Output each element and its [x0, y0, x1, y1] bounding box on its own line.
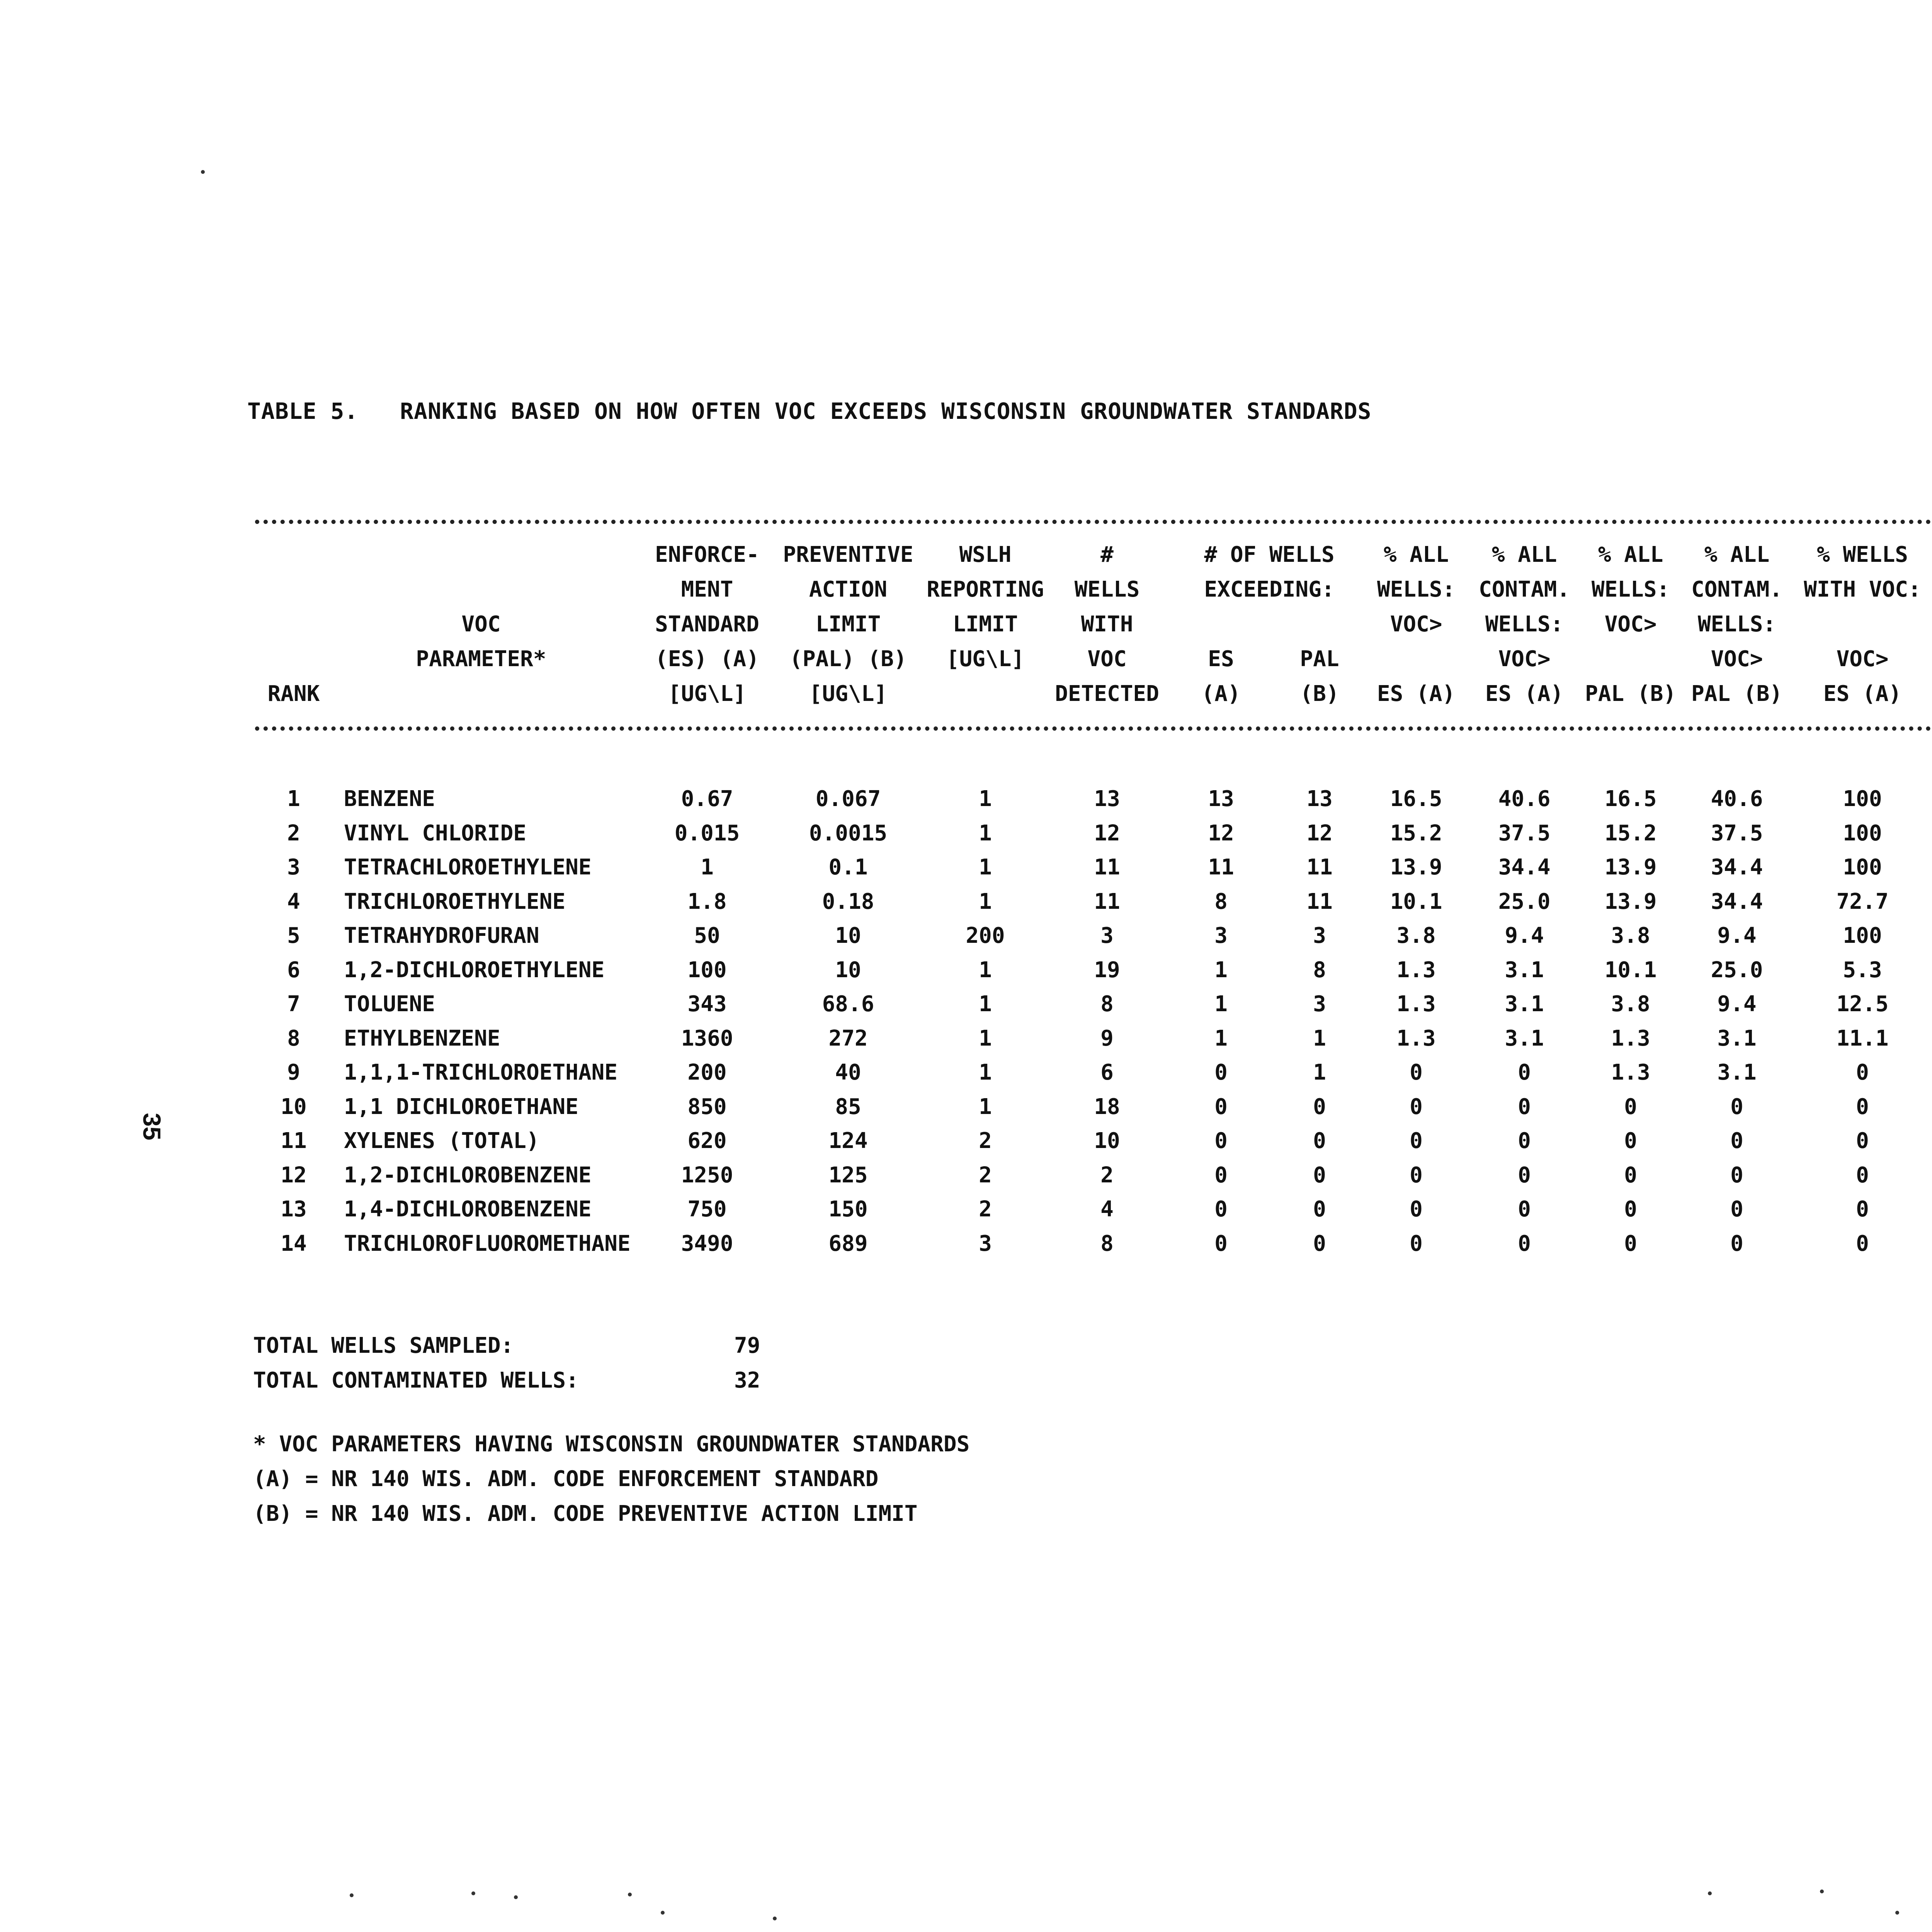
value-cell: 13	[1208, 786, 1234, 811]
value-cell: 0	[1214, 1197, 1228, 1222]
rank-cell: 6	[287, 957, 300, 983]
value-cell: 9.4	[1717, 923, 1757, 948]
value-cell: 0	[1214, 1094, 1228, 1119]
value-cell: 16.5	[1604, 786, 1657, 811]
value-cell: 13.9	[1604, 855, 1657, 880]
parameter-cell: 1,2-DICHLOROBENZENE	[344, 1163, 592, 1188]
footnote: (A) = NR 140 WIS. ADM. CODE ENFORCEMENT STANDARD	[253, 1466, 879, 1492]
value-cell: 1	[1214, 957, 1228, 983]
value-cell: 25.0	[1498, 889, 1551, 914]
value-cell: 100	[1843, 786, 1882, 811]
value-cell: 3.8	[1611, 992, 1650, 1017]
column-header: % ALL	[1492, 542, 1557, 567]
value-cell: 0	[1410, 1060, 1423, 1085]
value-cell: 40	[835, 1060, 861, 1085]
value-cell: 3490	[681, 1231, 733, 1256]
value-cell: 1360	[681, 1026, 733, 1051]
value-cell: 3	[1313, 992, 1326, 1017]
column-header: VOC>	[1390, 612, 1442, 637]
value-cell: 3	[1100, 923, 1114, 948]
value-cell: 3.8	[1611, 923, 1650, 948]
value-cell: 0	[1410, 1163, 1423, 1188]
value-cell: 0	[1856, 1128, 1869, 1153]
parameter-cell: TRICHLOROFLUOROMETHANE	[344, 1231, 631, 1256]
value-cell: 12	[1208, 821, 1234, 846]
parameter-cell: 1,1,1-TRICHLOROETHANE	[344, 1060, 618, 1085]
value-cell: 1	[1214, 1026, 1228, 1051]
column-header: WELLS:	[1485, 612, 1564, 637]
column-header: DETECTED	[1055, 681, 1159, 706]
column-header: (A)	[1201, 681, 1241, 706]
column-header: VOC	[1087, 646, 1127, 672]
value-cell: 272	[828, 1026, 868, 1051]
column-header: VOC>	[1604, 612, 1657, 637]
value-cell: 124	[828, 1128, 868, 1153]
value-cell: 8	[1313, 957, 1326, 983]
value-cell: 1.8	[687, 889, 727, 914]
value-cell: 10	[1094, 1128, 1120, 1153]
value-cell: 1	[979, 821, 992, 846]
value-cell: 1.3	[1396, 1026, 1436, 1051]
value-cell: 11.1	[1836, 1026, 1889, 1051]
value-cell: 11	[1306, 855, 1333, 880]
parameter-cell: TETRACHLOROETHYLENE	[344, 855, 592, 880]
value-cell: 3.8	[1396, 923, 1436, 948]
value-cell: 1	[979, 1026, 992, 1051]
value-cell: 100	[1843, 923, 1882, 948]
value-cell: 13.9	[1604, 889, 1657, 914]
parameter-cell: TRICHLOROETHYLENE	[344, 889, 566, 914]
value-cell: 1	[979, 957, 992, 983]
column-header: [UG\L]	[809, 681, 888, 706]
value-cell: 4	[1100, 1197, 1114, 1222]
column-header: VOC	[461, 612, 501, 637]
value-cell: 200	[966, 923, 1005, 948]
value-cell: 750	[687, 1197, 727, 1222]
value-cell: 1	[979, 1094, 992, 1119]
value-cell: 150	[828, 1197, 868, 1222]
value-cell: 3	[1214, 923, 1228, 948]
column-header: VOC>	[1836, 646, 1889, 672]
value-cell: 0	[1856, 1231, 1869, 1256]
column-header: WITH	[1081, 612, 1133, 637]
column-header: ENFORCE-	[655, 542, 759, 567]
value-cell: 0.067	[815, 786, 881, 811]
column-header: WELLS	[1074, 577, 1140, 602]
value-cell: 2	[979, 1197, 992, 1222]
value-cell: 0	[1410, 1094, 1423, 1119]
value-cell: 10.1	[1390, 889, 1442, 914]
value-cell: 0	[1214, 1163, 1228, 1188]
header-top-rule	[255, 520, 1932, 524]
value-cell: 8	[1100, 992, 1114, 1017]
value-cell: 0	[1313, 1231, 1326, 1256]
value-cell: 0	[1214, 1128, 1228, 1153]
column-header: LIMIT	[952, 612, 1018, 637]
value-cell: 11	[1094, 855, 1120, 880]
column-header: [UG\L]	[668, 681, 747, 706]
value-cell: 11	[1094, 889, 1120, 914]
column-header: PAL (B)	[1585, 681, 1677, 706]
value-cell: 0	[1518, 1163, 1531, 1188]
column-header: ES (A)	[1823, 681, 1902, 706]
value-cell: 15.2	[1604, 821, 1657, 846]
value-cell: 10.1	[1604, 957, 1657, 983]
table-title: TABLE 5. RANKING BASED ON HOW OFTEN VOC EXCEEDS WISCONSIN GROUNDWATER STANDARDS	[247, 398, 1372, 424]
parameter-cell: 1,4-DICHLOROBENZENE	[344, 1197, 592, 1222]
rank-cell: 11	[281, 1128, 307, 1153]
value-cell: 34.4	[1498, 855, 1551, 880]
value-cell: 13	[1306, 786, 1333, 811]
column-header: PREVENTIVE	[783, 542, 913, 567]
value-cell: 1	[979, 889, 992, 914]
value-cell: 40.6	[1711, 786, 1763, 811]
value-cell: 40.6	[1498, 786, 1551, 811]
value-cell: 10	[835, 957, 861, 983]
rank-cell: 14	[281, 1231, 307, 1256]
value-cell: 1.3	[1611, 1060, 1650, 1085]
value-cell: 0	[1624, 1128, 1637, 1153]
value-cell: 18	[1094, 1094, 1120, 1119]
value-cell: 72.7	[1836, 889, 1889, 914]
value-cell: 0	[1214, 1231, 1228, 1256]
value-cell: 68.6	[822, 992, 874, 1017]
total-value: 79	[734, 1333, 760, 1358]
value-cell: 3.1	[1717, 1026, 1757, 1051]
column-header: (PAL) (B)	[789, 646, 907, 672]
value-cell: 1.3	[1396, 957, 1436, 983]
value-cell: 3	[1313, 923, 1326, 948]
value-cell: 200	[687, 1060, 727, 1085]
column-header: ACTION	[809, 577, 888, 602]
value-cell: 5.3	[1843, 957, 1882, 983]
value-cell: 34.4	[1711, 889, 1763, 914]
column-header: #	[1100, 542, 1114, 567]
value-cell: 0	[1518, 1197, 1531, 1222]
value-cell: 10	[835, 923, 861, 948]
value-cell: 50	[694, 923, 720, 948]
column-header: VOC>	[1711, 646, 1763, 672]
column-header: LIMIT	[815, 612, 881, 637]
rank-cell: 10	[281, 1094, 307, 1119]
value-cell: 850	[687, 1094, 727, 1119]
total-label: TOTAL CONTAMINATED WELLS:	[253, 1368, 579, 1393]
value-cell: 37.5	[1711, 821, 1763, 846]
rank-cell: 4	[287, 889, 300, 914]
value-cell: 9.4	[1505, 923, 1544, 948]
value-cell: 2	[979, 1163, 992, 1188]
rank-cell: 3	[287, 855, 300, 880]
value-cell: 620	[687, 1128, 727, 1153]
column-header: WELLS:	[1591, 577, 1670, 602]
column-header: % ALL	[1383, 542, 1449, 567]
footnote: * VOC PARAMETERS HAVING WISCONSIN GROUNDWATER STANDARDS	[253, 1432, 970, 1457]
value-cell: 125	[828, 1163, 868, 1188]
value-cell: 1	[1214, 992, 1228, 1017]
value-cell: 13.9	[1390, 855, 1442, 880]
value-cell: 0	[1518, 1231, 1531, 1256]
value-cell: 34.4	[1711, 855, 1763, 880]
rank-cell: 7	[287, 992, 300, 1017]
value-cell: 0	[1856, 1094, 1869, 1119]
total-value: 32	[734, 1368, 760, 1393]
column-header: [UG\L]	[946, 646, 1025, 672]
column-header: RANK	[267, 681, 320, 706]
value-cell: 0.1	[828, 855, 868, 880]
footnote: (B) = NR 140 WIS. ADM. CODE PREVENTIVE ACTION LIMIT	[253, 1501, 918, 1526]
value-cell: 3	[979, 1231, 992, 1256]
column-header: % ALL	[1704, 542, 1770, 567]
value-cell: 15.2	[1390, 821, 1442, 846]
parameter-cell: XYLENES (TOTAL)	[344, 1128, 539, 1153]
value-cell: 0	[1313, 1094, 1326, 1119]
value-cell: 6	[1100, 1060, 1114, 1085]
value-cell: 0	[1730, 1231, 1743, 1256]
value-cell: 0	[1856, 1163, 1869, 1188]
value-cell: 37.5	[1498, 821, 1551, 846]
column-header: EXCEEDING:	[1204, 577, 1335, 602]
rank-cell: 8	[287, 1026, 300, 1051]
total-label: TOTAL WELLS SAMPLED:	[253, 1333, 514, 1358]
value-cell: 0	[1410, 1128, 1423, 1153]
column-header: PAL	[1300, 646, 1339, 672]
rank-cell: 5	[287, 923, 300, 948]
parameter-cell: TETRAHYDROFURAN	[344, 923, 539, 948]
column-header: WELLS:	[1377, 577, 1456, 602]
column-header: MENT	[681, 577, 733, 602]
value-cell: 1250	[681, 1163, 733, 1188]
value-cell: 13	[1094, 786, 1120, 811]
value-cell: 1	[1313, 1060, 1326, 1085]
value-cell: 1	[1313, 1026, 1326, 1051]
value-cell: 0	[1730, 1197, 1743, 1222]
rank-cell: 9	[287, 1060, 300, 1085]
column-header: ES	[1208, 646, 1234, 672]
value-cell: 3.1	[1505, 992, 1544, 1017]
value-cell: 0.67	[681, 786, 733, 811]
value-cell: 11	[1306, 889, 1333, 914]
column-header: (ES) (A)	[655, 646, 759, 672]
value-cell: 1	[979, 1060, 992, 1085]
value-cell: 100	[687, 957, 727, 983]
rank-cell: 12	[281, 1163, 307, 1188]
value-cell: 1.3	[1611, 1026, 1650, 1051]
value-cell: 1	[979, 855, 992, 880]
value-cell: 1	[979, 786, 992, 811]
value-cell: 85	[835, 1094, 861, 1119]
column-header: ES (A)	[1485, 681, 1564, 706]
value-cell: 0	[1313, 1128, 1326, 1153]
column-header: (B)	[1300, 681, 1339, 706]
value-cell: 0	[1313, 1163, 1326, 1188]
value-cell: 2	[979, 1128, 992, 1153]
column-header: % ALL	[1598, 542, 1663, 567]
column-header: WSLH	[959, 542, 1012, 567]
value-cell: 100	[1843, 855, 1882, 880]
value-cell: 0	[1730, 1094, 1743, 1119]
parameter-cell: 1,1 DICHLOROETHANE	[344, 1094, 578, 1119]
value-cell: 689	[828, 1231, 868, 1256]
column-header: STANDARD	[655, 612, 759, 637]
value-cell: 0	[1730, 1163, 1743, 1188]
value-cell: 0	[1624, 1163, 1637, 1188]
value-cell: 0.015	[674, 821, 740, 846]
value-cell: 0.0015	[809, 821, 888, 846]
value-cell: 12	[1094, 821, 1120, 846]
value-cell: 0	[1410, 1231, 1423, 1256]
column-header: # OF WELLS	[1204, 542, 1335, 567]
value-cell: 0	[1518, 1060, 1531, 1085]
value-cell: 12	[1306, 821, 1333, 846]
value-cell: 343	[687, 992, 727, 1017]
column-header: REPORTING	[927, 577, 1044, 602]
column-header: PAL (B)	[1691, 681, 1783, 706]
parameter-cell: BENZENE	[344, 786, 435, 811]
value-cell: 0	[1730, 1128, 1743, 1153]
column-header: WITH VOC:	[1804, 577, 1921, 602]
value-cell: 0	[1624, 1197, 1637, 1222]
parameter-cell: ETHYLBENZENE	[344, 1026, 500, 1051]
column-header: CONTAM.	[1691, 577, 1783, 602]
value-cell: 0	[1624, 1094, 1637, 1119]
value-cell: 1	[701, 855, 714, 880]
value-cell: 8	[1214, 889, 1228, 914]
value-cell: 3.1	[1505, 957, 1544, 983]
rank-cell: 13	[281, 1197, 307, 1222]
value-cell: 0	[1624, 1231, 1637, 1256]
value-cell: 0	[1214, 1060, 1228, 1085]
value-cell: 0	[1313, 1197, 1326, 1222]
parameter-cell: TOLUENE	[344, 992, 435, 1017]
value-cell: 0	[1410, 1197, 1423, 1222]
value-cell: 19	[1094, 957, 1120, 983]
value-cell: 9.4	[1717, 992, 1757, 1017]
value-cell: 16.5	[1390, 786, 1442, 811]
rank-cell: 1	[287, 786, 300, 811]
column-header: VOC>	[1498, 646, 1551, 672]
value-cell: 0	[1518, 1094, 1531, 1119]
value-cell: 0	[1856, 1197, 1869, 1222]
value-cell: 9	[1100, 1026, 1114, 1051]
value-cell: 0	[1856, 1060, 1869, 1085]
value-cell: 100	[1843, 821, 1882, 846]
value-cell: 11	[1208, 855, 1234, 880]
value-cell: 0.18	[822, 889, 874, 914]
header-bottom-rule	[255, 726, 1932, 731]
column-header: CONTAM.	[1478, 577, 1570, 602]
parameter-cell: 1,2-DICHLOROETHYLENE	[344, 957, 605, 983]
rank-cell: 2	[287, 821, 300, 846]
value-cell: 2	[1100, 1163, 1114, 1188]
value-cell: 3.1	[1717, 1060, 1757, 1085]
page-number: 35	[138, 1113, 166, 1141]
value-cell: 12.5	[1836, 992, 1889, 1017]
value-cell: 8	[1100, 1231, 1114, 1256]
column-header: WELLS:	[1697, 612, 1776, 637]
column-header: % WELLS	[1816, 542, 1908, 567]
column-header: ES (A)	[1377, 681, 1456, 706]
parameter-cell: VINYL CHLORIDE	[344, 821, 527, 846]
value-cell: 1.3	[1396, 992, 1436, 1017]
value-cell: 0	[1518, 1128, 1531, 1153]
value-cell: 3.1	[1505, 1026, 1544, 1051]
value-cell: 25.0	[1711, 957, 1763, 983]
value-cell: 1	[979, 992, 992, 1017]
column-header: PARAMETER*	[416, 646, 546, 672]
